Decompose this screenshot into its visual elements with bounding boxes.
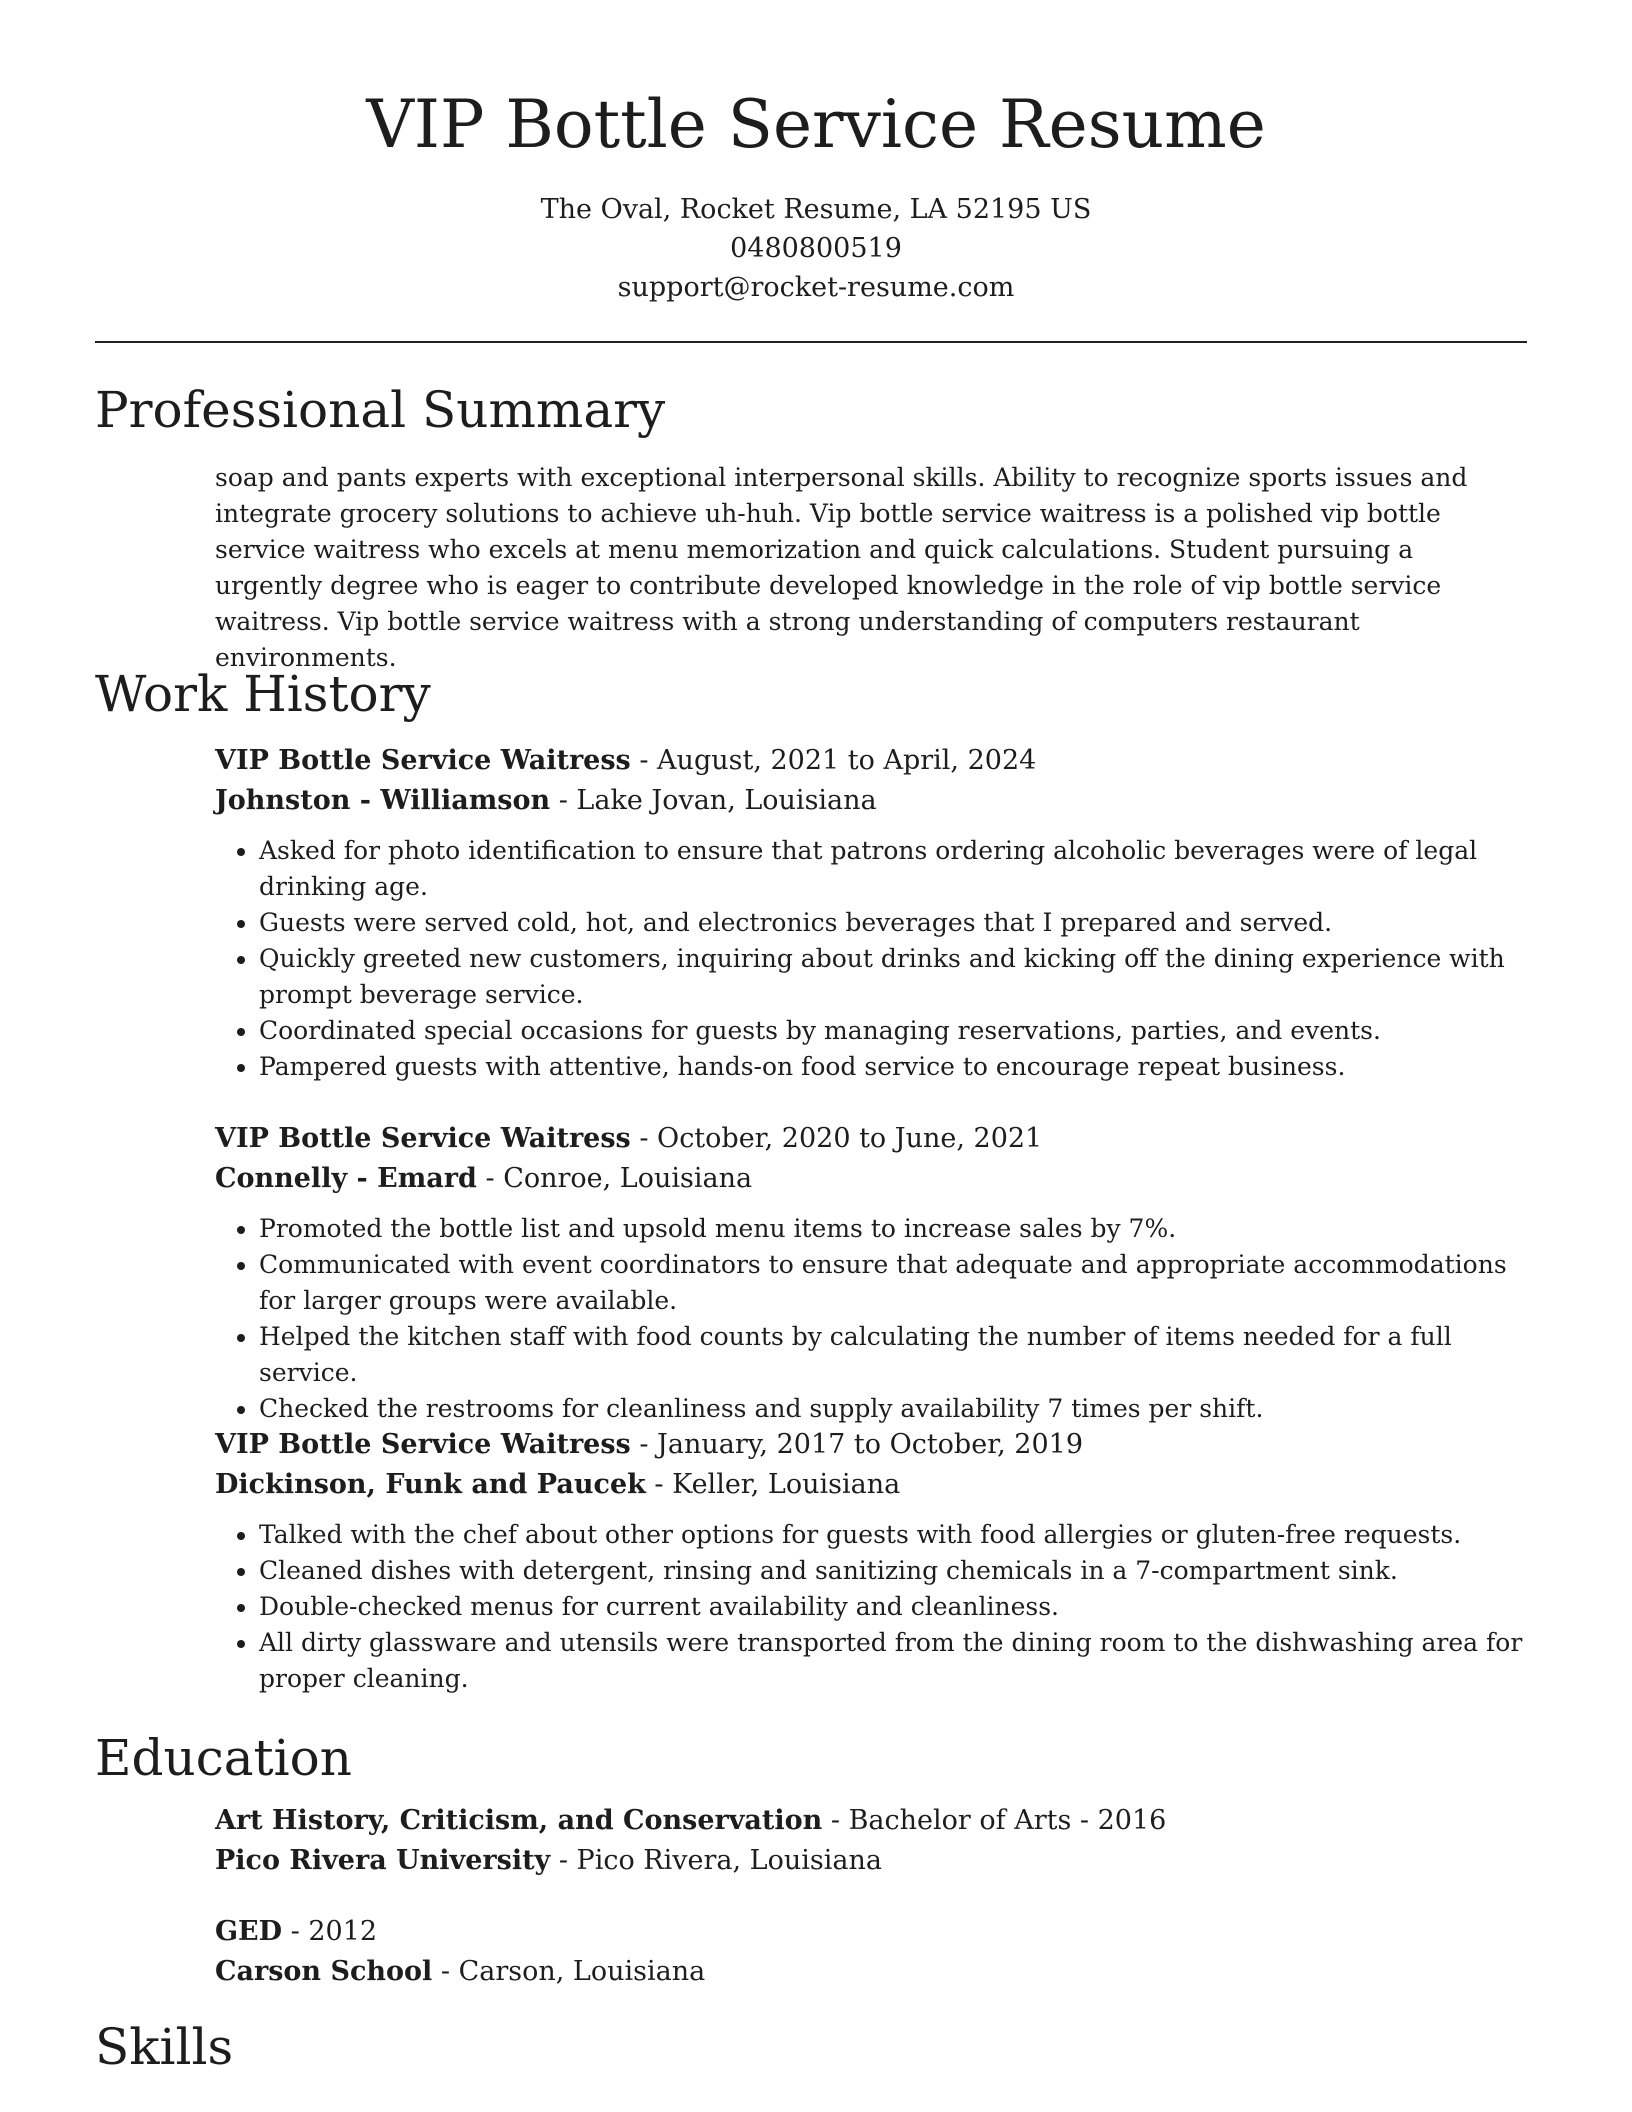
email: support@rocket-resume.com: [617, 272, 1015, 303]
job-duties: [215, 833, 1527, 1085]
education-entry: [215, 1912, 1515, 1992]
education-field: GED: [215, 1916, 283, 1947]
job-entry: [215, 1119, 1527, 1427]
job-dates: - October, 2020 to June, 2021: [630, 1123, 1043, 1154]
duty-item: • Double-checked menus for current availability and cleanliness.: [259, 1589, 1527, 1625]
duty-item: • Pampered guests with attentive, hands-on food service to encourage repeat business.: [259, 1049, 1527, 1085]
education-entry: [215, 1801, 1515, 1881]
job-location: - Keller, Louisiana: [645, 1469, 901, 1500]
job-location: - Conroe, Louisiana: [476, 1163, 753, 1194]
job-title: VIP Bottle Service Waitress: [215, 1429, 631, 1460]
education-field: Art History, Criticism, and Conservation: [215, 1805, 823, 1836]
section-title-education: Education: [95, 1729, 352, 1787]
job-title: VIP Bottle Service Waitress: [215, 1123, 631, 1154]
duty-item: • All dirty glassware and utensils were transported from the dining room to the dishwashing area for proper cleaning.: [259, 1625, 1527, 1697]
duty-item: • Cleaned dishes with detergent, rinsing and sanitizing chemicals in a 7-compartment sink.: [259, 1553, 1527, 1589]
job-location: - Lake Jovan, Louisiana: [550, 785, 877, 816]
education-school-line: [215, 1952, 1515, 1992]
duty-item: • Promoted the bottle list and upsold menu items to increase sales by 7%.: [259, 1211, 1527, 1247]
education-school: Carson School: [215, 1956, 433, 1987]
education-location: - Carson, Louisiana: [432, 1956, 706, 1987]
education-school: Pico Rivera University: [215, 1845, 551, 1876]
contact-info: [0, 190, 1632, 307]
duty-item: • Coordinated special occasions for guests by managing reservations, parties, and events.: [259, 1013, 1527, 1049]
duty-item: • Talked with the chef about other options for guests with food allergies or gluten-free requests.: [259, 1517, 1527, 1553]
job-employer: [215, 1159, 1527, 1199]
duty-item: • Checked the restrooms for cleanliness and supply availability 7 times per shift.: [259, 1391, 1527, 1427]
job-duties: [215, 1211, 1527, 1427]
education-location: - Pico Rivera, Louisiana: [550, 1845, 882, 1876]
section-title-summary: Professional Summary: [95, 381, 666, 439]
duty-item: • Quickly greeted new customers, inquiring about drinks and kicking off the dining experience with prompt beverage service.: [259, 941, 1527, 1013]
education-heading: [215, 1801, 1515, 1841]
address: The Oval, Rocket Resume, LA 52195 US: [540, 194, 1092, 225]
job-heading: [215, 1119, 1527, 1159]
job-company: Dickinson, Funk and Paucek: [215, 1469, 646, 1500]
job-employer: [215, 1465, 1527, 1505]
education-degree: - 2012: [282, 1916, 378, 1947]
header-divider: [95, 341, 1527, 343]
duty-item: • Helped the kitchen staff with food counts by calculating the number of items needed for a full service.: [259, 1319, 1527, 1391]
summary-text: soap and pants experts with exceptional interpersonal skills. Ability to recognize sports issues and integrate grocery solutions to achieve uh-huh. Vip bottle service waitress is a polished vip bottle service waitress who excels at menu memorization and quick calculations. Student pursuing a urgently degree who is eager to contribute developed knowledge in the role of vip bottle service waitress. Vip bottle service waitress with a strong understanding of computers restaurant environments.: [215, 463, 1468, 672]
job-dates: - August, 2021 to April, 2024: [630, 745, 1037, 776]
job-heading: [215, 1425, 1527, 1465]
job-company: Connelly - Emard: [215, 1163, 477, 1194]
resume-title: VIP Bottle Service Resume: [366, 86, 1266, 163]
section-title-work: Work History: [95, 665, 431, 723]
education-degree: - Bachelor of Arts - 2016: [822, 1805, 1167, 1836]
job-employer: [215, 781, 1527, 821]
phone: 0480800519: [730, 233, 902, 264]
section-title-skills: Skills: [95, 2018, 234, 2076]
job-duties: [215, 1517, 1527, 1697]
education-heading: [215, 1912, 1515, 1952]
education-school-line: [215, 1841, 1515, 1881]
duty-item: • Guests were served cold, hot, and electronics beverages that I prepared and served.: [259, 905, 1527, 941]
job-title: VIP Bottle Service Waitress: [215, 745, 631, 776]
duty-item: • Communicated with event coordinators to ensure that adequate and appropriate accommodations for larger groups were available.: [259, 1247, 1527, 1319]
job-entry: [215, 741, 1527, 1085]
job-company: Johnston - Williamson: [215, 785, 551, 816]
job-dates: - January, 2017 to October, 2019: [630, 1429, 1084, 1460]
job-heading: [215, 741, 1527, 781]
job-entry: [215, 1425, 1527, 1697]
duty-item: • Asked for photo identification to ensure that patrons ordering alcoholic beverages were of legal drinking age.: [259, 833, 1527, 905]
